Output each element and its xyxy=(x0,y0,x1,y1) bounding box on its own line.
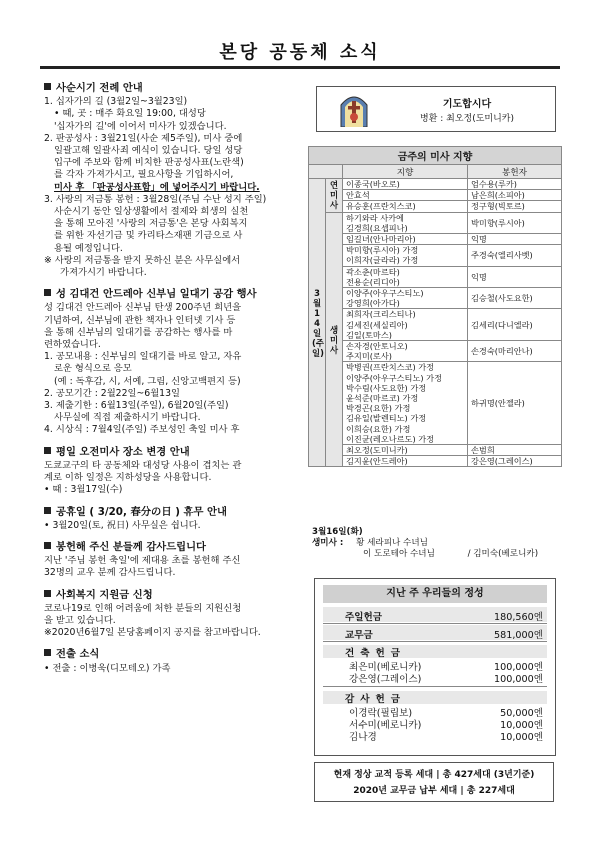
mass-row xyxy=(309,341,562,362)
mass-column-row xyxy=(309,165,562,179)
mass-intent: 박미향(루시아) 가정 이희자(글라라) 가정 xyxy=(343,245,468,266)
tuesday-mass xyxy=(312,527,538,560)
building-row-value: 100,000엔 xyxy=(494,662,543,673)
mass-row xyxy=(309,190,562,201)
mass-row xyxy=(309,445,562,456)
notice-section xyxy=(44,541,306,580)
building-row-label: 강은영(그레이스) xyxy=(349,674,422,685)
section-line: • 때 : 3월17일(수) xyxy=(44,484,123,496)
title-rule xyxy=(40,66,560,69)
mass-donor: 엄수용(루카) xyxy=(468,179,562,190)
building-row-label: 최은미(베로니카) xyxy=(349,662,422,673)
section-line: 를 각자 가져가시고, 필요사항을 기입하시어, xyxy=(54,169,234,181)
mass-donor: 박미향(루시아) xyxy=(468,212,562,233)
square-bullet-icon xyxy=(44,83,51,90)
section-line: 3. 제출기한 : 6월13일(주일), 6월20일(주일) xyxy=(44,400,229,412)
section-line: 사무실에 직접 제출하시기 바랍니다. xyxy=(54,412,201,424)
thanks-row-value: 10,000엔 xyxy=(500,732,543,743)
mass-donor: 김세리(다니엘라) xyxy=(468,309,562,341)
page-title: 본당 공동체 소식 xyxy=(219,42,381,63)
mass-intent: 박병권(프란치스코) 가정 이양주(아우구스티노) 가정 박수림(사도요한) 가정 윤석준(마르코) 가정 박경곤(요한) 가정 김유일(발렌티노) 가정 이희승(요한) 가정 이진균(레오나르도) 가정 xyxy=(343,362,468,445)
mass-intent: 임길녀(안나마리아) xyxy=(343,234,468,245)
section-line: 2. 공모기간 : 2월22일~6월13일 xyxy=(44,387,180,399)
mass-donor: 남은희(소피아) xyxy=(468,190,562,201)
sunday-offering xyxy=(315,609,555,622)
notice-section xyxy=(44,446,306,497)
thanks-row-label: 이경락(필립보) xyxy=(349,708,413,719)
mass-row xyxy=(309,288,562,309)
section-line: 32명의 교우 분께 감사드립니다. xyxy=(44,567,176,579)
mass-type-text: 연미사 xyxy=(329,180,339,211)
left-column xyxy=(44,82,306,675)
column-intent: 지향 xyxy=(343,165,468,179)
section-line: 입구에 주보와 함께 비치한 판공성사표(노란색) xyxy=(54,157,244,169)
prayer-box xyxy=(316,86,556,132)
section-heading-text: 평일 오전미사 장소 변경 안내 xyxy=(56,445,190,458)
thanks-row-label: 서수미(베로니카) xyxy=(349,720,422,731)
section-line: 를 위한 자선기금 및 카리타스재팬 기금으로 사 xyxy=(54,230,243,242)
offering-box xyxy=(314,578,556,756)
mass-row xyxy=(309,309,562,341)
section-line: 지난 '주님 봉헌 축일'에 제대용 초를 봉헌해 주신 xyxy=(44,555,241,567)
sunday-offering-label: 주일헌금 xyxy=(345,612,383,623)
notice-section xyxy=(44,589,306,640)
section-line: 2. 판공성사 : 3월21일(사순 제5주일), 미사 중에 xyxy=(44,132,243,144)
mass-intent: 최오정(도미니카) xyxy=(343,445,468,456)
building-row xyxy=(315,671,555,684)
section-heading-text: 전출 소식 xyxy=(56,648,100,661)
prayer-subtitle: 병환 : 최오정(도미니카) xyxy=(419,114,515,124)
mass-heading-row xyxy=(309,147,562,165)
section-heading-text: 사순시기 전례 안내 xyxy=(56,82,143,94)
mass-intent: 곽소춘(마르타) 전용순(리디아) xyxy=(343,266,468,287)
section-line: 을 통해 신부님의 일대기를 공감하는 행사를 마 xyxy=(44,326,233,338)
tuesday-intent-1: 황 세라피나 수녀님 xyxy=(356,538,428,548)
tuesday-label: 생미사 : xyxy=(312,538,344,548)
tuesday-line-1 xyxy=(312,538,538,549)
section-heading-text: 사회복지 지원금 신청 xyxy=(56,588,153,601)
mass-row xyxy=(309,179,562,190)
tuesday-date: 3월16일(화) xyxy=(312,527,363,537)
offering-heading: 지난 주 우리들의 정성 xyxy=(323,585,547,603)
mass-intent: 하기와라 사카에 김경희(요셉피나) xyxy=(343,212,468,233)
mass-donor: 강은영(그레이스) xyxy=(468,456,562,467)
mass-intent: 유승훈(프란치스코) xyxy=(343,201,468,212)
thanks-row xyxy=(315,729,555,742)
square-bullet-icon xyxy=(44,649,51,656)
mass-type xyxy=(326,179,343,213)
building-heading: 건축헌금 xyxy=(345,648,407,659)
thanks-row-value: 50,000엔 xyxy=(500,708,543,719)
section-line: 성 김대건 안드레아 신부님 탄생 200주년 희년을 xyxy=(44,302,242,314)
section-heading-text: 공휴일 ( 3/20, 春分の日 ) 휴무 안내 xyxy=(56,505,227,518)
building-row-value: 100,000엔 xyxy=(494,674,543,685)
thanks-heading: 감사헌금 xyxy=(345,694,407,705)
section-heading xyxy=(44,541,306,553)
mass-row xyxy=(309,212,562,233)
mass-intention-table xyxy=(308,146,562,467)
section-heading xyxy=(44,82,306,94)
mass-date-text: 3월 14일 (주일) xyxy=(312,287,324,358)
mass-date xyxy=(309,179,326,467)
mass-row xyxy=(309,266,562,287)
tuesday-intent-2: 이 도로테아 수녀님 xyxy=(363,549,435,559)
section-heading xyxy=(44,446,306,458)
section-line: 계로 이하 일정은 지하성당을 사용합니다. xyxy=(44,472,212,484)
mass-row xyxy=(309,234,562,245)
column-donor: 봉헌자 xyxy=(468,165,562,179)
notice-section xyxy=(44,648,306,674)
square-bullet-icon xyxy=(44,507,51,514)
mass-row xyxy=(309,456,562,467)
section-line: 1. 십자가의 길 (3월2일~3월23일) xyxy=(44,96,188,108)
section-line: • 전출 : 이병욱(디모테오) 가족 xyxy=(44,662,171,674)
thanks-row-label: 김나경 xyxy=(349,732,377,743)
section-line: 일괄고해 일괄사죄 예식이 있습니다. 당일 성당 xyxy=(54,145,243,157)
stained-glass-icon xyxy=(339,91,369,127)
square-bullet-icon xyxy=(44,590,51,597)
divider-line xyxy=(323,641,547,642)
section-heading-text: 봉헌해 주신 분들께 감사드립니다 xyxy=(56,540,207,553)
sunday-offering-value: 180,560엔 xyxy=(494,612,543,623)
mass-donor: 익명 xyxy=(468,234,562,245)
mass-intent: 이종국(바오로) xyxy=(343,179,468,190)
section-line: (예 : 독후감, 시, 서예, 그림, 신앙고백편지 등) xyxy=(54,375,241,387)
section-line: 련하였습니다. xyxy=(44,339,101,351)
mass-row xyxy=(309,201,562,212)
mass-row xyxy=(309,362,562,445)
footer-line-2: 2020년 교무금 납부 세대 | 총 227세대 xyxy=(353,786,515,796)
mass-intent: 손자경(안토니오) 주지미(로사) xyxy=(343,341,468,362)
section-line: 로운 형식으로 응모 xyxy=(54,363,132,375)
section-heading-text: 성 김대건 안드레아 신부님 일대기 공감 행사 xyxy=(56,288,257,301)
mass-intent: 이양주(아우구스티노) 강영희(아가다) xyxy=(343,288,468,309)
notice-section xyxy=(44,82,306,279)
section-line: ※2020년6월7일 본당홈페이지 공지를 참고바랍니다. xyxy=(44,627,261,639)
section-line: • 때, 곳 : 매주 화요일 19:00, 대성당 xyxy=(54,108,206,120)
mass-donor: 익명 xyxy=(468,266,562,287)
footer-line-1: 현재 정상 교적 등록 세대 | 총 427세대 (3년기준) xyxy=(333,770,535,780)
section-line: 1. 공모내용 : 신부님의 일대기를 바로 알고, 자유 xyxy=(44,351,242,363)
mass-donor: 손범희 xyxy=(468,445,562,456)
mass-intent: 김지윤(안드레아) xyxy=(343,456,468,467)
section-heading xyxy=(44,589,306,601)
mass-donor: 손경숙(마리안나) xyxy=(468,341,562,362)
divider-line xyxy=(323,686,547,687)
section-line: 가져가시기 바랍니다. xyxy=(60,267,147,279)
section-line: 사순시기 동안 일상생활에서 절제와 희생의 실천 xyxy=(54,206,249,218)
mass-intent: 최희자(크리스티나) 김세진(세실리아) 김일(토마스) xyxy=(343,309,468,341)
section-line: • 3월20일(토, 祝日) 사무실은 쉽니다. xyxy=(44,519,201,531)
section-line: 3. 사랑의 저금통 봉헌 : 3월28일(주님 수난 성지 주일) xyxy=(44,193,267,205)
square-bullet-icon xyxy=(44,289,51,296)
mass-donor: 주경숙(엘리사벳) xyxy=(468,245,562,266)
registration-footer xyxy=(314,762,554,802)
square-bullet-icon xyxy=(44,447,51,454)
section-heading xyxy=(44,506,306,518)
notice-section xyxy=(44,506,306,532)
section-line: 용될 예정입니다. xyxy=(54,242,123,254)
square-bullet-icon xyxy=(44,542,51,549)
mass-type-text: 생미사 xyxy=(329,324,339,355)
section-line: 4. 시상식 : 7월4일(주일) 주보성인 축일 미사 후 xyxy=(44,424,240,436)
section-heading xyxy=(44,288,306,300)
section-line: 을 받고 있습니다. xyxy=(44,614,116,626)
church-dues xyxy=(315,627,555,640)
thanks-row-value: 10,000엔 xyxy=(500,720,543,731)
section-line: 기념하여, 신부님에 관한 책자나 인터넷 기사 등 xyxy=(44,314,236,326)
section-line: ※ 사랑의 저금통을 받지 못하신 분은 사무실에서 xyxy=(44,254,241,266)
section-line: 을 통해 모아진 '사랑의 저금통'은 본당 사회복지 xyxy=(54,218,248,230)
mass-donor: 하귀명(안젤라) xyxy=(468,362,562,445)
section-line: 코로나19로 인해 어려움에 처한 분들의 지원신청 xyxy=(44,602,242,614)
mass-type xyxy=(326,212,343,467)
section-line: '십자가의 길'에 이어서 미사가 있겠습니다. xyxy=(54,120,227,132)
church-dues-label: 교무금 xyxy=(345,630,373,641)
mass-intent: 안효석 xyxy=(343,190,468,201)
section-line: 도쿄교구의 타 공동체와 대성당 사용이 겹치는 관 xyxy=(44,459,242,471)
mass-donor: 김승철(사도요한) xyxy=(468,288,562,309)
prayer-title: 기도합시다 xyxy=(442,99,492,110)
divider-line xyxy=(323,623,547,624)
mass-heading: 금주의 미사 지향 xyxy=(309,147,562,165)
mass-donor: 정구형(빅토르) xyxy=(468,201,562,212)
blank-cell xyxy=(309,165,343,179)
section-heading xyxy=(44,648,306,660)
notice-section xyxy=(44,288,306,436)
church-dues-value: 581,000엔 xyxy=(494,630,543,641)
section-line: 미사 후 「판공성사표함」에 넣어주시기 바랍니다. xyxy=(54,181,260,193)
tuesday-donor: / 김미숙(베로니카) xyxy=(467,549,539,559)
tuesday-line-2 xyxy=(312,549,538,560)
mass-row xyxy=(309,245,562,266)
